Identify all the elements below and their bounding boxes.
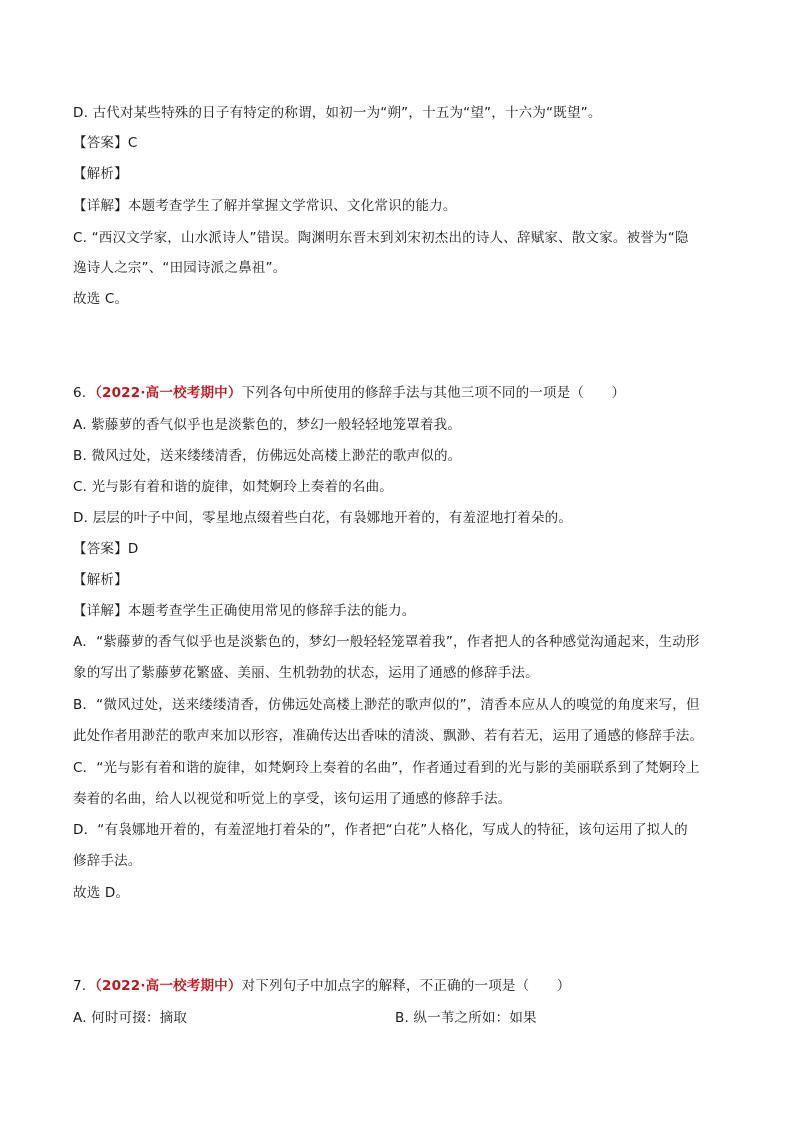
q6-explain-d-text1: “有袅娜地开着的，有羞涩地打着朵的”，作者把“白花”人格化，写成人的特征，该句运用了拟人的 bbox=[97, 822, 688, 838]
analysis-tag-prev: 【解析】 bbox=[73, 166, 128, 182]
q6-option-b: B. 微风过处，送来缕缕清香，仿佛远处高楼上渺茫的歌声似的。 bbox=[73, 448, 462, 464]
detail-tag: 【详解】 bbox=[73, 198, 128, 214]
q6-explain-c-label: C． bbox=[73, 760, 97, 776]
q6-explain-c-line2: 奏着的名曲，给人以视觉和听觉上的享受，该句运用了通感的修辞手法。 bbox=[73, 791, 512, 807]
q7-stem: 对下列句子中加点字的解释，不正确的一项是（ ） bbox=[241, 978, 571, 994]
q6-explain-a-label: A． bbox=[73, 634, 97, 650]
answer-value: C bbox=[127, 135, 138, 151]
q6-stem: 下列各句中所使用的修辞手法与其他三项不同的一项是（ ） bbox=[241, 385, 626, 401]
q6-explain-b-line2: 此处作者用渺茫的歌声来加以形容，准确传达出香味的清淡、飘渺、若有若无，运用了通感的修辞手法。 bbox=[73, 728, 704, 744]
explain-c-line1: C. “西汉文学家，山水派诗人”错误。陶渊明东晋末到刘宋初杰出的诗人、辞赋家、散文家。被誉为“隐 bbox=[73, 230, 689, 246]
q6-detail-tag: 【详解】 bbox=[73, 603, 128, 619]
q6-answer-value: D bbox=[127, 541, 139, 557]
q6-explain-b-line1 bbox=[73, 696, 700, 714]
answer-line-prev bbox=[73, 134, 137, 152]
q6-analysis-tag: 【解析】 bbox=[73, 572, 128, 588]
q6-choose-line: 故选 D。 bbox=[73, 885, 130, 901]
q6-source-badge: （2022·高一校考期中） bbox=[88, 385, 242, 401]
q7-source-badge: （2022·高一校考期中） bbox=[88, 978, 242, 994]
q6-explain-a-line2: 象的写出了紫藤萝花繁盛、美丽、生机勃勃的状态，运用了通感的修辞手法。 bbox=[73, 665, 539, 681]
q7-option-b: B. 纵一苇之所如：如果 bbox=[395, 1010, 537, 1026]
q6-explain-d-line1 bbox=[73, 821, 688, 839]
q6-stem-line bbox=[73, 384, 625, 402]
answer-tag: 【答案】 bbox=[73, 135, 128, 151]
q6-option-a: A. 紫藤萝的香气似乎也是淡紫色的，梦幻一般轻轻地笼罩着我。 bbox=[73, 417, 462, 433]
q6-explain-c-line1 bbox=[73, 759, 700, 777]
q6-explain-d-label: D． bbox=[73, 822, 98, 838]
option-d-prev: D. 古代对某些特殊的日子有特定的称谓，如初一为“朔”，十五为“望”，十六为“既望”。 bbox=[73, 105, 602, 121]
q6-detail-line bbox=[73, 602, 416, 620]
q6-explain-a-line1 bbox=[73, 633, 700, 651]
choose-line-prev: 故选 C。 bbox=[73, 291, 129, 307]
detail-line-prev bbox=[73, 197, 457, 215]
q6-number: 6. bbox=[73, 385, 87, 401]
detail-text: 本题考查学生了解并掌握文学常识、文化常识的能力。 bbox=[127, 198, 457, 214]
explain-c-line2: 逸诗人之宗”、“田园诗派之鼻祖”。 bbox=[73, 260, 287, 276]
q6-explain-d-line2: 修辞手法。 bbox=[73, 853, 142, 869]
q6-explain-b-text1: “微风过处，送来缕缕清香，仿佛远处高楼上渺茫的歌声似的”，清香本应从人的嗅觉的角度来写，但 bbox=[96, 697, 700, 713]
q6-explain-a-text1: “紫藤萝的香气似乎也是淡紫色的，梦幻一般轻轻笼罩着我”，作者把人的各种感觉沟通起来，生动形 bbox=[96, 634, 700, 650]
q6-answer-line bbox=[73, 540, 138, 558]
q7-number: 7. bbox=[73, 978, 87, 994]
q7-options-row bbox=[73, 1009, 733, 1027]
q7-stem-line bbox=[73, 977, 570, 995]
q6-answer-tag: 【答案】 bbox=[73, 541, 128, 557]
q6-option-c: C. 光与影有着和谐的旋律，如梵婀玲上奏着的名曲。 bbox=[73, 479, 394, 495]
q6-explain-c-text1: “光与影有着和谐的旋律，如梵婀玲上奏着的名曲”，作者通过看到的光与影的美丽联系到了梵婀玲上 bbox=[96, 760, 700, 776]
q6-explain-b-label: B． bbox=[73, 697, 97, 713]
q6-detail-text: 本题考查学生正确使用常见的修辞手法的能力。 bbox=[127, 603, 416, 619]
q6-option-d: D. 层层的叶子中间，零星地点缀着些白花，有袅娜地开着的，有羞涩地打着朵的。 bbox=[73, 510, 573, 526]
q7-option-a: A. 何时可掇：摘取 bbox=[73, 1010, 188, 1026]
